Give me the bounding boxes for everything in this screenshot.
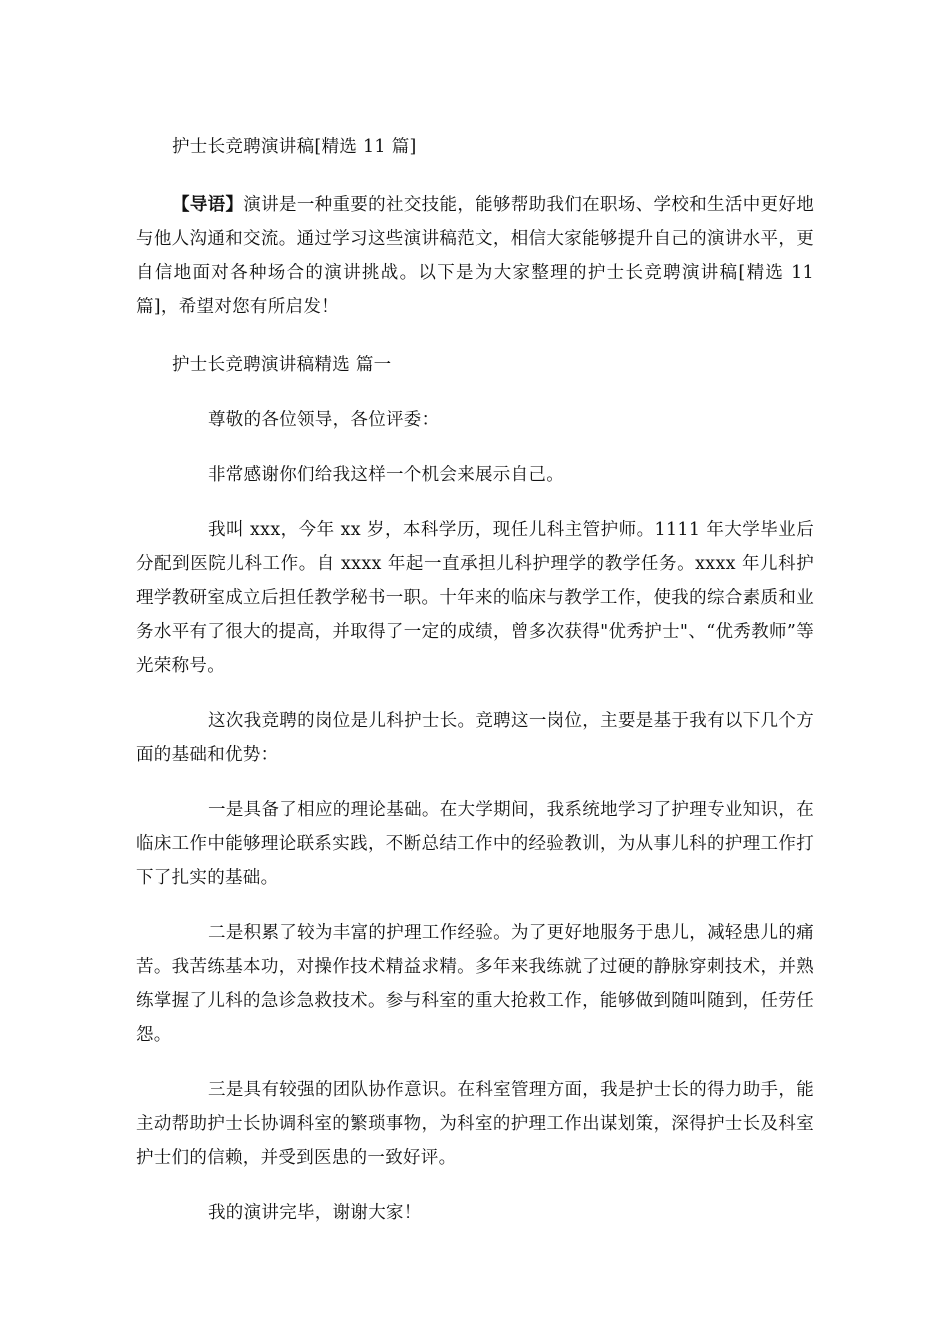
self-introduction-paragraph: 我叫 xxx，今年 xx 岁，本科学历，现任儿科主管护师。1111 年大学毕业后分配到医院儿科工作。自 xxxx 年起一直承担儿科护理学的教学任务。xxxx 年儿科护理学教研室成立后担任教学秘书一职。十年来的临床与教学工作，使我的综合素质和业务水平有了很大的提高，并取得了一定的成绩，曾多次获得"优秀护士"、“优秀教师”等光荣称号。: [136, 520, 814, 676]
document-body: [136, 130, 814, 1251]
advantage-one-paragraph: 一是具备了相应的理论基础。在大学期间，我系统地学习了护理专业知识，在临床工作中能够理论联系实践，不断总结工作中的经验教训，为从事儿科的护理工作打下了扎实的基础。: [136, 800, 814, 888]
intro-text: 演讲是一种重要的社交技能，能够帮助我们在职场、学校和生活中更好地与他人沟通和交流。通过学习这些演讲稿范文，相信大家能够提升自己的演讲水平，更自信地面对各种场合的演讲挑战。以下是为大家整理的护士长竞聘演讲稿[精选 11 篇]，希望对您有所启发！: [136, 195, 814, 317]
advantage-two-paragraph: 二是积累了较为丰富的护理工作经验。为了更好地服务于患儿，减轻患儿的痛苦。我苦练基本功，对操作技术精益求精。多年来我练就了过硬的静脉穿刺技术，并熟练掌握了儿科的急诊急救技术。参与科室的重大抢救工作，能够做到随叫随到，任劳任怨。: [136, 923, 814, 1045]
section-heading: 护士长竞聘演讲稿精选 篇一: [172, 355, 392, 375]
salutation-paragraph: 尊敬的各位领导，各位评委：: [208, 410, 440, 430]
document-title: 护士长竞聘演讲稿[精选 11 篇]: [172, 137, 417, 157]
intro-tag: 【导语】: [172, 195, 244, 215]
intro-paragraph: [136, 188, 814, 324]
advantage-three-paragraph: 三是具有较强的团队协作意识。在科室管理方面，我是护士长的得力助手，能主动帮助护士长协调科室的繁琐事物，为科室的护理工作出谋划策，深得护士长及科室护士们的信赖，并受到医患的一致好评。: [136, 1080, 814, 1168]
thanks-paragraph: 非常感谢你们给我这样一个机会来展示自己。: [208, 465, 564, 485]
position-paragraph: 这次我竞聘的岗位是儿科护士长。竞聘这一岗位，主要是基于我有以下几个方面的基础和优势：: [136, 711, 814, 765]
closing-paragraph: 我的演讲完毕，谢谢大家！: [208, 1203, 422, 1223]
